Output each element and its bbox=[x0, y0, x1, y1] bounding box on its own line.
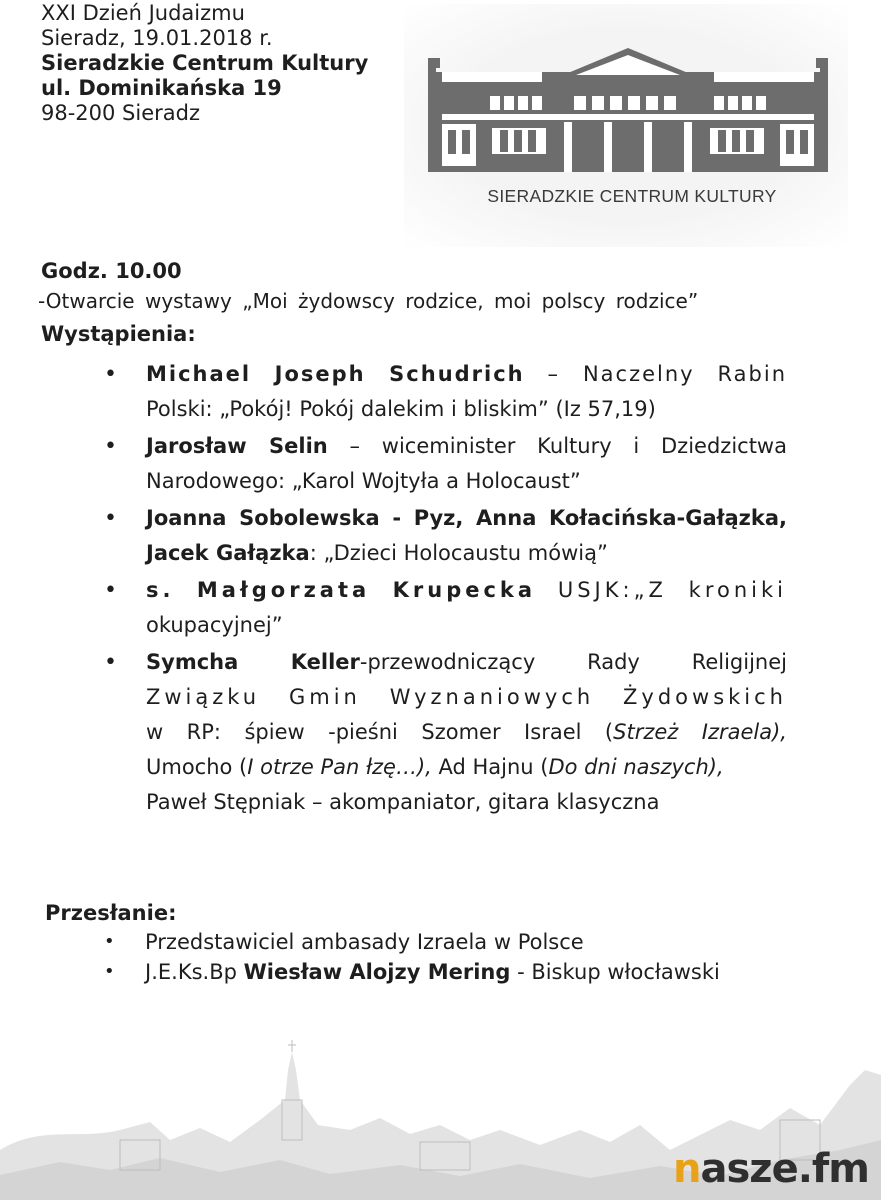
venue-street: ul. Dominikańska 19 bbox=[41, 76, 282, 100]
speaker-name: Jacek Gałązka bbox=[146, 541, 310, 565]
bullet-icon: • bbox=[104, 506, 117, 531]
event-time: Godz. 10.00 bbox=[41, 259, 182, 283]
venue-postal: 98-200 Sieradz bbox=[41, 101, 200, 125]
list-item bbox=[104, 357, 787, 427]
venue-logo bbox=[404, 4, 848, 247]
speaker-talk: okupacyjnej” bbox=[146, 613, 283, 637]
event-date-place: Sieradz, 19.01.2018 r. bbox=[41, 26, 273, 50]
speaker-name: s. Małgorzata Krupecka bbox=[146, 578, 537, 602]
bullet-icon: • bbox=[104, 931, 115, 952]
list-item: • Symcha Keller-przewodniczący Rady Religijnej Związku Gmin Wyznaniowych Żydowskich w RP: śpiew -pieśni Szomer Israel (Strzeż Izraela), Umocho (I otrze Pan łzę…), Ad Hajnu (Do dni naszych), Paweł Stępniak – akompaniator, gitara klasyczna bbox=[104, 645, 787, 820]
speaker-talk: : „Dzieci Holocaustu mówią” bbox=[309, 541, 608, 565]
event-title: XXI Dzień Judaizmu bbox=[41, 1, 245, 25]
list-item bbox=[104, 429, 787, 499]
speakers-list bbox=[104, 357, 787, 822]
greetings-list bbox=[104, 927, 720, 987]
speaker-role: – wiceminister Kultury i Dziedzictwa bbox=[327, 434, 787, 458]
building-facade-icon bbox=[428, 42, 828, 182]
song-translation: Do dni naszych), bbox=[548, 755, 724, 779]
speaker-name: Jarosław Selin bbox=[146, 434, 328, 458]
greeting-name: Wiesław Alojzy Mering bbox=[243, 960, 511, 984]
list-item bbox=[104, 927, 720, 957]
song-translation: I otrze Pan łzę…), bbox=[247, 755, 432, 779]
speaker-talk: Polski: „Pokój! Pokój dalekim i bliskim” (Iz 57,19) bbox=[146, 397, 656, 421]
bullet-icon: • bbox=[104, 650, 117, 675]
speaker-talk: Narodowego: „Karol Wojtyła a Holocaust” bbox=[146, 469, 581, 493]
bullet-icon: • bbox=[104, 961, 115, 982]
speaker-name: Symcha Keller bbox=[146, 650, 360, 674]
speaker-name: Michael Joseph Schudrich bbox=[146, 362, 525, 386]
greetings-heading: Przesłanie: bbox=[45, 901, 177, 925]
bullet-icon: • bbox=[104, 578, 117, 603]
speaker-role-cont: Związku Gmin Wyznaniowych Żydowskich bbox=[146, 685, 787, 709]
exhibition-opening: -Otwarcie wystawy „Moi żydowscy rodzice, moi polscy rodzice” bbox=[38, 289, 699, 313]
list-item bbox=[104, 573, 787, 643]
speaker-role: USJK:„Z kroniki bbox=[536, 578, 787, 602]
speaker-role: -przewodniczący Rady Religijnej bbox=[359, 650, 787, 674]
accompanist: Paweł Stępniak – akompaniator, gitara klasyczna bbox=[146, 790, 660, 814]
speaker-names: Joanna Sobolewska - Pyz, Anna Kołacińska-Gałązka, bbox=[146, 506, 787, 530]
list-item bbox=[104, 501, 787, 571]
speeches-heading: Wystąpienia: bbox=[41, 322, 196, 346]
nasze-fm-logo: nasze.fm bbox=[673, 1146, 869, 1192]
list-item: • J.E.Ks.Bp Wiesław Alojzy Mering - Biskup włocławski bbox=[104, 957, 720, 987]
bullet-icon: • bbox=[104, 434, 117, 459]
event-header bbox=[41, 1, 368, 126]
song-translation: Strzeż Izraela), bbox=[613, 720, 787, 744]
bullet-icon: • bbox=[104, 362, 117, 387]
speaker-role: – Naczelny Rabin bbox=[524, 362, 787, 386]
venue-name: Sieradzkie Centrum Kultury bbox=[41, 51, 369, 75]
greeting-text: Przedstawiciel ambasady Izraela w Polsce bbox=[145, 930, 584, 954]
logo-caption: SIERADZKIE CENTRUM KULTURY bbox=[487, 186, 777, 206]
